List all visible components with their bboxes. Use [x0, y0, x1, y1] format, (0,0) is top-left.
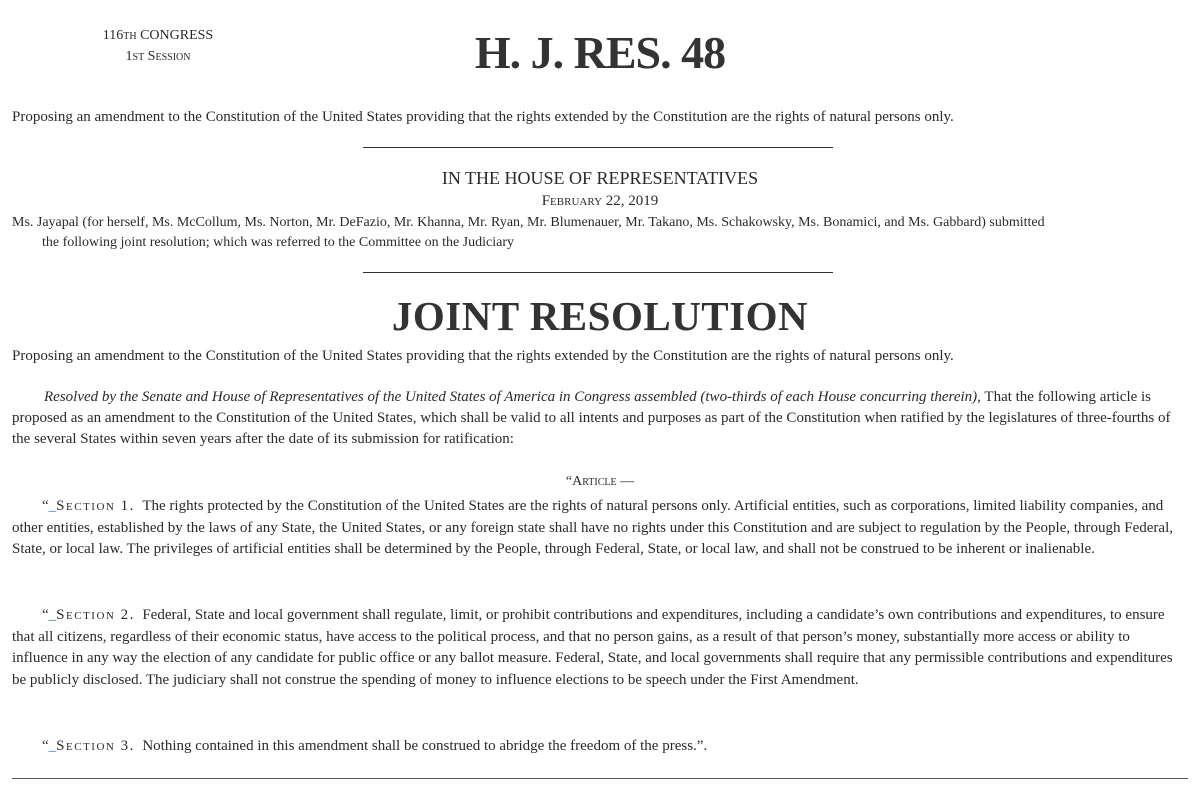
- section-2-label: Section 2.: [56, 607, 135, 623]
- divider-bottom: [363, 272, 833, 273]
- sponsor-statement: [12, 213, 1192, 253]
- section-2: [12, 605, 1188, 691]
- section-3: [12, 736, 1188, 758]
- congress-number: 116th CONGRESS: [102, 28, 214, 43]
- section-2-text: Federal, State and local government shall regulate, limit, or prohibit contributions and expenditures, including a candidate’s own contributions and expenditures, to ensure that all citizens, regardless of their economic status, have access to the political process, and that no person gains, as a result of that person’s money, substantially more access or ability to influence in any way the election of any candidate for public office or any ballot measure. Federal, State, and local governments shall require that any permissible contributions and expenditures be publicly disclosed. The judiciary shall not construe the spending of money to influence elections to be speech under the First Amendment.: [12, 607, 1173, 688]
- section-3-mark: _: [48, 738, 57, 754]
- section-3-text: Nothing contained in this amendment shall be construed to abridge the freedom of the press.”.: [142, 738, 708, 754]
- resolving-clause: [12, 387, 1188, 450]
- section-1-label: Section 1.: [56, 498, 135, 514]
- sponsor-line-2: the following joint resolution; which was referred to the Committee on the Judiciary: [42, 235, 515, 250]
- divider-top: [363, 147, 833, 148]
- purpose-statement: Proposing an amendment to the Constitution of the United States providing that the rights extended by the Constitution are the rights of natural persons only.: [12, 348, 954, 364]
- section-3-open-quote: “: [42, 738, 49, 754]
- session-number: 1st Session: [125, 49, 191, 64]
- section-2-open-quote: “: [42, 607, 49, 623]
- section-2-mark: _: [48, 607, 57, 623]
- chamber-heading: IN THE HOUSE OF REPRESENTATIVES: [441, 168, 759, 188]
- sponsor-line-1: Ms. Jayapal (for herself, Ms. McCollum, Ms. Norton, Mr. DeFazio, Mr. Khanna, Mr. Ryan, Mr. Blumenauer, Mr. Takano, Ms. Schakowsky, Ms. Bonamici, and Ms. Gabbard) submitted: [12, 215, 1045, 230]
- purpose-statement-top: Proposing an amendment to the Constitution of the United States providing that the rights extended by the Constitution are the rights of natural persons only.: [12, 109, 954, 125]
- bill-title: H. J. RES. 48: [474, 27, 726, 78]
- section-1-text: The rights protected by the Constitution of the United States are the rights of natural persons only. Artificial entities, such as corporations, limited liability companies, and other entities, established by the laws of any State, the United States, or any foreign state shall have no rights under this Constitution and are subject to regulation by the People, through Federal, State, or local law. The privileges of artificial entities shall be determined by the People, through Federal, State, or local law, and shall not be construed to be inherent or inalienable.: [12, 498, 1173, 557]
- page-bottom-rule: [12, 778, 1188, 779]
- joint-resolution-heading: JOINT RESOLUTION: [391, 293, 809, 339]
- resolving-clause-italic: Resolved by the Senate and House of Representatives of the United States of America in Congress assembled (two-thirds of each House concurring therein),: [44, 389, 981, 405]
- introduction-date: February 22, 2019: [541, 193, 659, 209]
- article-heading: “Article —: [565, 474, 635, 489]
- resolving-clause-text: That the following article is proposed as an amendment to the Constitution of the United States, which shall be valid to all intents and purposes as part of the Constitution when ratified by the legislatures of three-fourths of the several States within seven years after the date of its submission for ratification:: [12, 389, 1171, 447]
- section-3-label: Section 3.: [56, 738, 135, 754]
- section-1: [12, 496, 1188, 561]
- section-1-mark: _: [48, 498, 57, 514]
- section-1-open-quote: “: [42, 498, 49, 514]
